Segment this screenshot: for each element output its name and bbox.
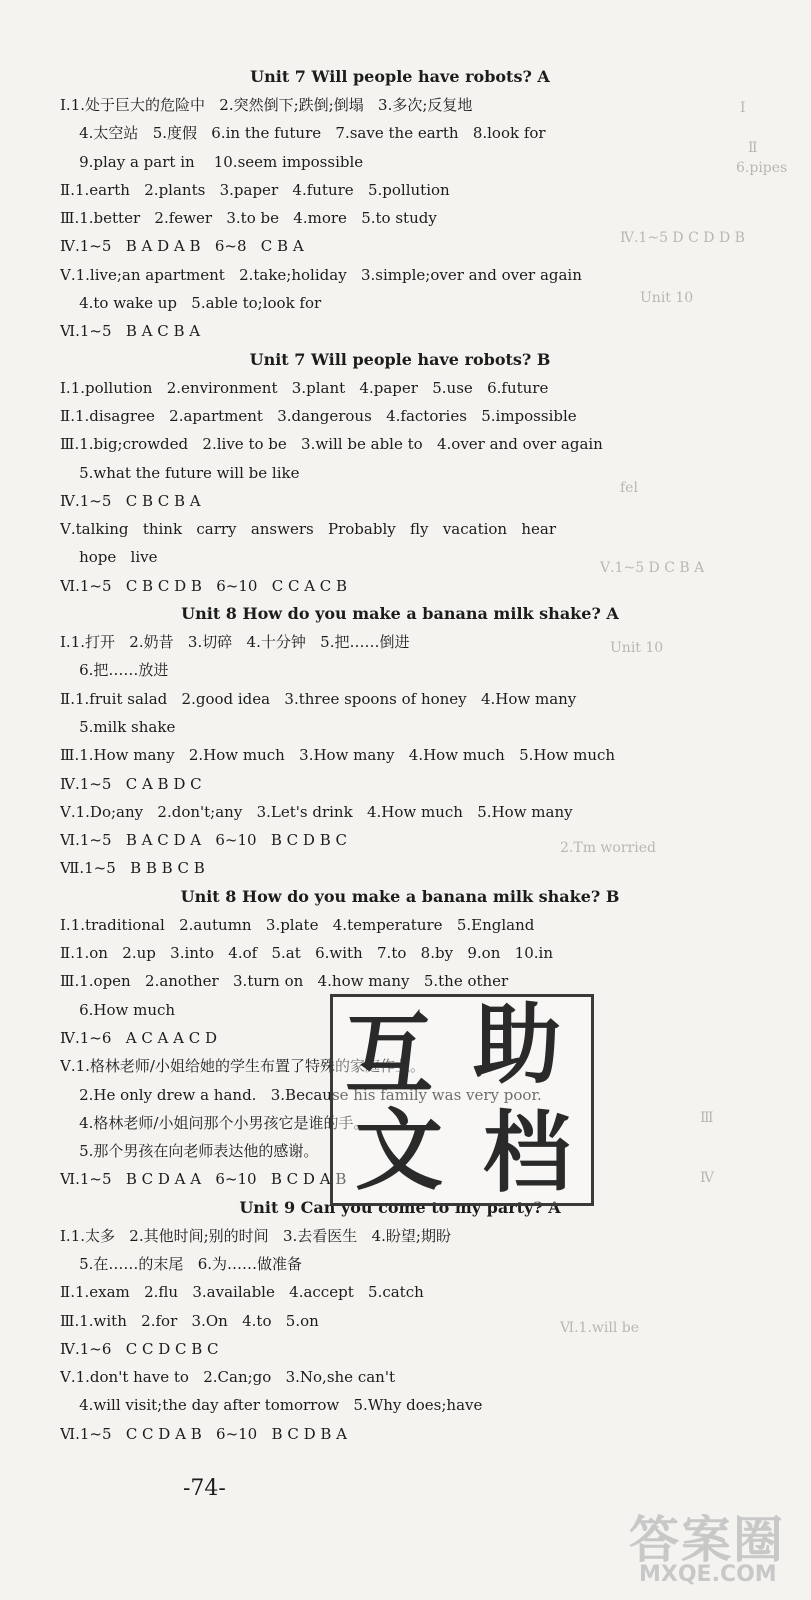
- answer-line: Ⅲ.1.How many 2.How much 3.How many 4.How much 5.How much: [60, 746, 616, 765]
- section-title: Unit 8 How do you make a banana milk shake? B: [180, 886, 620, 906]
- answer-line: Ⅰ.1.traditional 2.autumn 3.plate 4.temperature 5.England: [60, 915, 535, 934]
- answer-line: Ⅱ.1.disagree 2.apartment 3.dangerous 4.factories 5.impossible: [60, 406, 577, 425]
- section-title: Unit 7 Will people have robots? B: [249, 349, 551, 369]
- answer-line: Ⅴ.1.live;an apartment 2.take;holiday 3.simple;over and over again: [60, 265, 582, 284]
- answer-line: Ⅵ.1~5 B C D A A 6~10 B C D A B: [60, 1170, 347, 1189]
- answer-line: Ⅴ.1.don't have to 2.Can;go 3.No,she can't: [60, 1368, 395, 1387]
- answer-line: Ⅵ.1~5 C C D A B 6~10 B C D B A: [60, 1424, 347, 1443]
- answer-line: Ⅴ.1.格林老师/小姐给她的学生布置了特殊的家庭作业。: [60, 1057, 425, 1076]
- answer-line: 5.what the future will be like: [60, 463, 300, 482]
- answer-line: 5.那个男孩在向老师表达他的感谢。: [60, 1142, 319, 1161]
- stamp-char: 助: [473, 993, 562, 1096]
- answer-line: Ⅲ.1.big;crowded 2.live to be 3.will be able to 4.over and over again: [60, 435, 603, 454]
- answer-line: 6.把……放进: [60, 661, 169, 680]
- answer-line: Ⅱ.1.earth 2.plants 3.paper 4.future 5.pollution: [60, 180, 450, 199]
- answer-line: Ⅳ.1~6 C C D C B C: [60, 1339, 219, 1358]
- watermark-stamp: [330, 994, 594, 1206]
- answer-line: Ⅰ.1.打开 2.奶昔 3.切碎 4.十分钟 5.把……倒进: [60, 633, 410, 652]
- answer-line: 4.will visit;the day after tomorrow 5.Why does;have: [60, 1396, 483, 1415]
- answer-line: Ⅱ.1.fruit salad 2.good idea 3.three spoons of honey 4.How many: [60, 689, 577, 708]
- page-number: -74-: [183, 1476, 226, 1501]
- section-title: Unit 9 Can you come to my party? A: [239, 1197, 561, 1217]
- answer-line: Ⅵ.1~5 B A C D A 6~10 B C D B C: [60, 831, 347, 850]
- logo-text: 答案圈: [629, 1511, 785, 1569]
- answer-line: 4.格林老师/小姐问那个小男孩它是谁的手。: [60, 1113, 369, 1132]
- section-unit8-a: [60, 600, 740, 883]
- answer-line: Ⅳ.1~6 A C A A C D: [60, 1028, 218, 1047]
- section-title: Unit 7 Will people have robots? A: [250, 67, 550, 86]
- answer-line: Ⅴ.talking think carry answers Probably fly vacation hear: [60, 520, 557, 539]
- logo-url: MXQE.COM: [639, 1562, 777, 1587]
- answer-line: 4.太空站 5.度假 6.in the future 7.save the earth 8.look for: [60, 124, 546, 143]
- answer-line: Ⅳ.1~5 C B C B A: [60, 491, 201, 510]
- answer-line: Ⅲ.1.better 2.fewer 3.to be 4.more 5.to study: [60, 209, 437, 228]
- answer-line: Ⅶ.1~5 B B B C B: [60, 859, 205, 878]
- answer-line: 2.He only drew a hand. 3.Because his family was very poor.: [60, 1085, 542, 1104]
- bleed-through-background: Ⅰ Ⅱ 6.pipes Ⅳ.1~5 D C D D B Unit 10 fel Ⅴ.1~5 D C B A Unit 10 2.Tm worried Ⅲ Ⅳ Ⅵ.1.will be: [560, 100, 788, 1336]
- answer-line: hope live: [60, 548, 158, 567]
- answer-line: Ⅴ.1.Do;any 2.don't;any 3.Let's drink 4.How much 5.How many: [60, 802, 573, 821]
- answer-line: Ⅲ.1.open 2.another 3.turn on 4.how many 5.the other: [60, 972, 509, 991]
- answer-line: 9.play a part in 10.seem impossible: [60, 152, 364, 171]
- answer-line: Ⅳ.1~5 B A D A B 6~8 C B A: [60, 237, 304, 256]
- answer-line: Ⅱ.1.exam 2.flu 3.available 4.accept 5.catch: [60, 1283, 424, 1302]
- answer-line: Ⅰ.1.太多 2.其他时间;别的时间 3.去看医生 4.盼望;期盼: [60, 1226, 451, 1245]
- stamp-char: 文: [355, 1099, 444, 1202]
- answer-line: Ⅰ.1.处于巨大的危险中 2.突然倒下;跌倒;倒塌 3.多次;反复地: [60, 96, 473, 114]
- answer-line: 5.milk shake: [60, 717, 176, 736]
- stamp-char: 档: [483, 1101, 572, 1204]
- answer-line: 5.在……的末尾 6.为……做准备: [60, 1254, 303, 1273]
- answer-line: Ⅳ.1~5 C A B D C: [60, 774, 202, 793]
- answer-line: 4.to wake up 5.able to;look for: [60, 294, 322, 313]
- site-logo: [611, 1500, 801, 1592]
- stamp-char: 互: [345, 1003, 434, 1106]
- answer-line: Ⅲ.1.with 2.for 3.On 4.to 5.on: [60, 1311, 319, 1330]
- answer-line: Ⅰ.1.pollution 2.environment 3.plant 4.paper 5.use 6.future: [60, 378, 549, 397]
- section-unit7-b: [60, 346, 740, 600]
- section-unit7-a: [60, 63, 740, 346]
- answer-line: 6.How much: [60, 1000, 176, 1019]
- section-title: Unit 8 How do you make a banana milk shake? A: [181, 604, 619, 624]
- answer-line: Ⅱ.1.on 2.up 3.into 4.of 5.at 6.with 7.to 8.by 9.on 10.in: [60, 944, 553, 963]
- answer-line: Ⅵ.1~5 B A C B A: [60, 322, 201, 341]
- answer-key: [60, 63, 740, 1448]
- section-unit9-a: [60, 1194, 740, 1448]
- answer-line: Ⅵ.1~5 C B C D B 6~10 C C A C B: [60, 576, 348, 595]
